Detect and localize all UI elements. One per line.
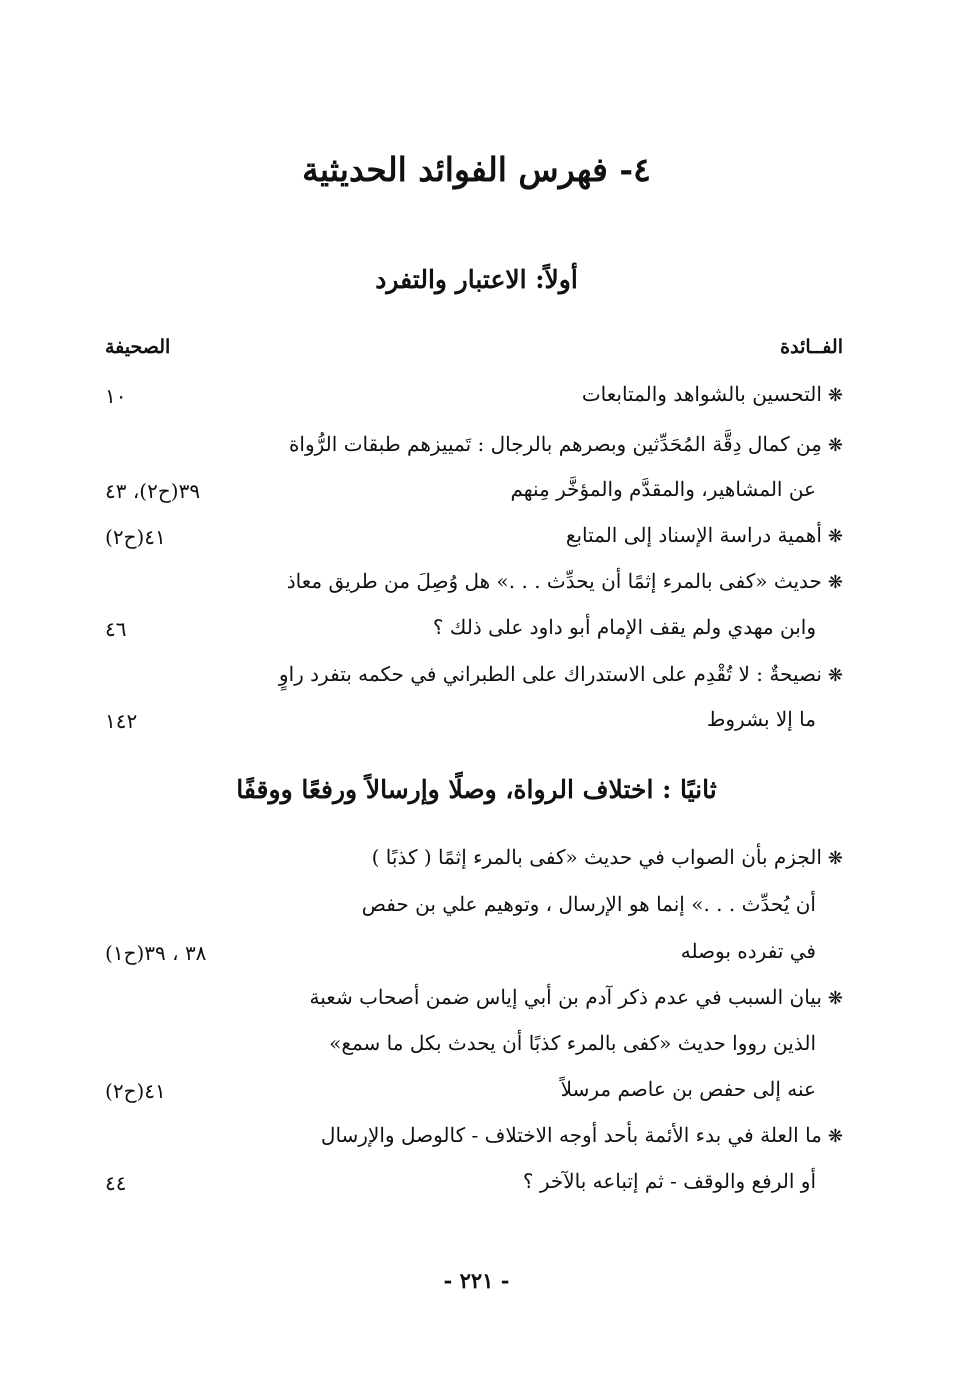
entry-line-continued: عن المشاهير، والمقدَّم والمؤخَّر مِنهم [510,477,816,501]
entry-line [287,569,843,593]
section-title-2: ثانيًا : اختلاف الرواة، وصلًا وإرسالاً ورفعًا ووقفًا [236,775,717,804]
bullet-icon: ❋ [827,435,843,456]
entry-page: ٤٤ [105,1171,127,1195]
entry-page: ١٤٢ [105,709,138,733]
entry-page: ٤٦ [105,617,127,641]
entry-line-continued: عنه إلى حفص بن عاصم مرسلاً [560,1077,816,1101]
bullet-icon: ❋ [827,572,843,593]
section-title-1: أولاً: الاعتبار والتفرد [375,265,578,294]
entry-line-continued: وابن مهدي ولم يقف الإمام أبو داود على ذلك ؟ [432,615,816,639]
entry-text: نصيحةٌ : لا تُقْدِم على الاستدراك على الطبراني في حكمه بتفرد راوٍ [278,662,822,686]
entry-line [310,985,843,1009]
entry-text: التحسين بالشواهد والمتابعات [581,382,822,406]
page-number: - ٢٢١ - [443,1268,510,1293]
entry-line [289,432,843,456]
entry-line-continued: ما إلا بشروط [706,707,816,731]
entry-page: ٣٩(ح٢)، ٤٣ [105,479,201,503]
entry-line-continued: أو الرفع والوقف - ثم إتباعه بالآخر ؟ [522,1169,816,1193]
entry-text: ما العلة في بدء الأئمة بأحد أوجه الاختلاف - كالوصل والإرسال [320,1123,822,1147]
entry-page: ٤١(ح٢) [105,1079,166,1103]
bullet-icon: ❋ [827,848,843,869]
bullet-icon: ❋ [827,1126,843,1147]
bullet-icon: ❋ [827,988,843,1009]
entry-line [372,845,843,869]
entry-line-continued: الذين رووا حديث «كفى بالمرء كذبًا أن يحدث بكل ما سمع» [329,1031,816,1055]
entry-line [279,662,843,686]
entry-text: الجزم بأن الصواب في حديث «كفى بالمرء إثمًا ( كذبًا ) [371,845,822,869]
entry-line [582,382,843,406]
entry-text: حديث «كفى بالمرء إثمًا أن يحدِّث . . .» هل وُصِلَ من طريق معاذ [286,569,822,593]
page-title: ٤- فهرس الفوائد الحديثية [302,150,651,189]
entry-line-continued: في تفرده بوصله [680,939,816,963]
entry-page: ٤١(ح٢) [105,525,166,549]
bullet-icon: ❋ [827,665,843,686]
entry-page: ١٠ [105,384,127,408]
entry-line [566,523,843,547]
entry-text: أهمية دراسة الإسناد إلى المتابع [565,523,822,547]
entry-text: بيان السبب في عدم ذكر آدم بن أبي إياس ضمن أصحاب شعبة [309,985,822,1009]
entry-line [321,1123,843,1147]
entry-text: مِن كمال دِقَّة المُحَدِّثين وبصرهم بالرجال : تَمييزهم طبقات الرُّواة [288,432,822,456]
entry-page: ٣٨ ، ٣٩(ح١) [105,941,207,965]
entry-line-continued: أن يُحدِّث . . .» إنما هو الإرسال ، وتوهيم علي بن حفص [361,892,816,916]
bullet-icon: ❋ [827,385,843,406]
column-header-page: الصحيفة [105,336,171,358]
column-header-topic: الفــائدة [780,336,843,358]
bullet-icon: ❋ [827,526,843,547]
